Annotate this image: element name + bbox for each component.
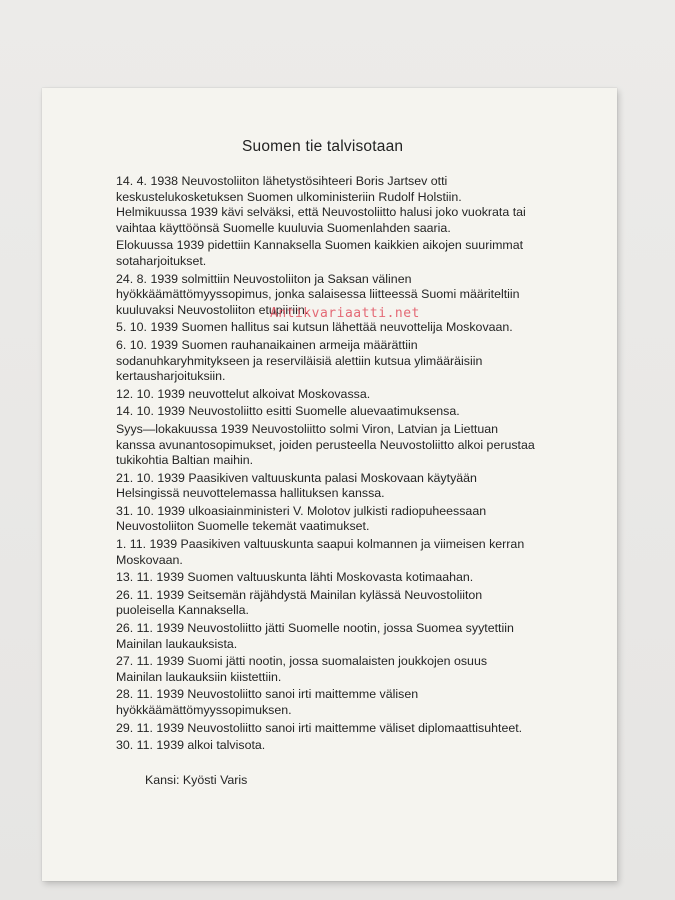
cover-credit: Kansi: Kyösti Varis (145, 773, 248, 787)
book-title: Suomen tie talvisotaan (242, 138, 404, 155)
timeline-entry: 29. 11. 1939 Neuvostoliitto sanoi irti maittemme väliset diplomaattisuhteet. (116, 720, 523, 735)
book-back-cover (42, 88, 617, 881)
timeline-entry: Elokuussa 1939 pidettiin Kannaksella Suomen kaikkien aikojen suurimmat sotaharjoitukset. (116, 238, 524, 268)
timeline-entry: 12. 10. 1939 neuvottelut alkoivat Moskovassa. (116, 386, 371, 401)
timeline-entry: 26. 11. 1939 Neuvostoliitto jätti Suomelle nootin, jossa Suomea syytettiin Mainilan laukauksista. (116, 621, 514, 651)
timeline-entry: 1. 11. 1939 Paasikiven valtuuskunta saapui kolmannen ja viimeisen kerran Moskovaan. (116, 537, 525, 567)
timeline-entry: 6. 10. 1939 Suomen rauhanaikainen armeija määrättiin sodanuhkaryhmitykseen ja reserviläisiä alettiin kutsua ylimääräisiin kertausharjoituksiin. (116, 337, 483, 384)
timeline-entry: 31. 10. 1939 ulkoasiainministeri V. Molotov julkisti radiopuheessaan Neuvostoliiton Suomelle tekemät vaatimukset. (116, 503, 487, 534)
timeline-entry: 28. 11. 1939 Neuvostoliitto sanoi irti maittemme välisen hyökkäämättömyyssopimuksen. (116, 687, 419, 717)
timeline-entry: 26. 11. 1939 Seitsemän räjähdystä Mainilan kylässä Neuvostoliiton puoleisella Kannaksella. (116, 587, 483, 618)
timeline-entry: 13. 11. 1939 Suomen valtuuskunta lähti Moskovasta kotimaahan. (116, 570, 474, 585)
timeline-entry: 5. 10. 1939 Suomen hallitus sai kutsun lähettää neuvottelija Moskovaan. (116, 320, 513, 335)
timeline-list (116, 174, 536, 756)
timeline-entry: 14. 10. 1939 Neuvostoliitto esitti Suomelle aluevaatimuksensa. (116, 404, 460, 419)
timeline-entry: 21. 10. 1939 Paasikiven valtuuskunta palasi Moskovaan käytyään Helsingissä neuvottelemassa hallituksen kanssa. (116, 470, 477, 501)
timeline-entry: 27. 11. 1939 Suomi jätti nootin, jossa suomalaisten joukkojen osuus Mainilan laukauksiin kiistettiin. (116, 654, 488, 684)
timeline-entry: 24. 8. 1939 solmittiin Neuvostoliiton ja Saksan välinen hyökkäämättömyyssopimus, jonka salaisessa liitteessä Suomi määriteltiin kuuluvaksi Neuvostoliiton etupiiriin. (116, 271, 520, 317)
timeline-entry: Syys—lokakuussa 1939 Neuvostoliitto solmi Viron, Latvian ja Liettuan kanssa avunantosopimukset, joiden perusteella Neuvostoliitto alkoi perustaa tukikohtia Baltian maihin. (116, 421, 535, 468)
watermark: Antikvariaatti.net (270, 306, 420, 321)
timeline-entry: 30. 11. 1939 alkoi talvisota. (116, 738, 266, 753)
timeline-entry: 14. 4. 1938 Neuvostoliiton lähetystösihteeri Boris Jartsev otti keskustelukosketuksen Suomen ulkoministeriin Rudolf Holstiin. Helmikuussa 1939 kävi selväksi, että Neuvostoliitto halusi joko vuokrata tai vaihtaa käyttöönsä Suomelle kuuluvia Suomenlahden saaria. (116, 174, 526, 235)
